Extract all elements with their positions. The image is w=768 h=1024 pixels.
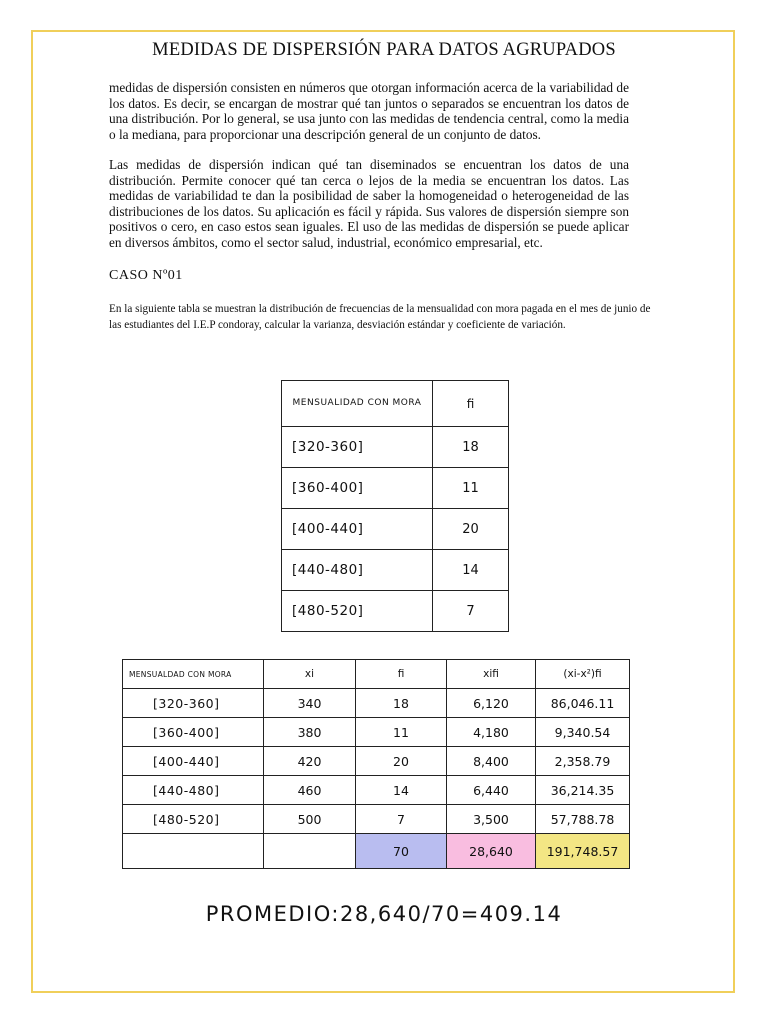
fi-cell: 18 (433, 427, 509, 468)
case-heading: CASO Nº01 (109, 268, 183, 283)
header-fi: fi (433, 381, 509, 427)
xi-cell: 500 (264, 805, 356, 834)
xi-cell: 380 (264, 718, 356, 747)
table-header-row (282, 381, 509, 427)
header-xi: xi (264, 660, 356, 689)
interval-cell: [440-480] (282, 550, 433, 591)
table-row (123, 718, 630, 747)
xi-cell: 340 (264, 689, 356, 718)
xi-cell: 420 (264, 747, 356, 776)
fi-cell: 7 (356, 805, 447, 834)
intro-paragraph: medidas de dispersión consisten en números que otorgan información acerca de la variabilidad de los datos. Es decir, se encargan de mostrar qué tan juntos o separados se encuentran los datos de una distribución. Por lo general, se usa junto con las medidas de tendencia central, como la media o la mediana, para proporcionar una descripción general de un conjunto de datos. (109, 80, 629, 142)
table-row (282, 468, 509, 509)
header-mensualdad: MENSUALDAD CON MORA (123, 660, 264, 689)
frequency-table (281, 380, 509, 632)
empty-cell (264, 834, 356, 869)
interval-cell: [400-440] (123, 747, 264, 776)
xi-cell: 460 (264, 776, 356, 805)
table-row (282, 509, 509, 550)
fi-cell: 11 (433, 468, 509, 509)
header-variance-term: (xi-x²)fi (536, 660, 630, 689)
table-row (123, 776, 630, 805)
xifi-total-cell: 28,640 (447, 834, 536, 869)
xifi-cell: 3,500 (447, 805, 536, 834)
interval-cell: [320-360] (282, 427, 433, 468)
variance-term-cell: 57,788.78 (536, 805, 630, 834)
variance-term-cell: 86,046.11 (536, 689, 630, 718)
fi-cell: 14 (433, 550, 509, 591)
fi-cell: 7 (433, 591, 509, 632)
variance-term-cell: 2,358.79 (536, 747, 630, 776)
header-fi: fi (356, 660, 447, 689)
header-mensualidad: MENSUALIDAD CON MORA (282, 381, 433, 427)
page-title: MEDIDAS DE DISPERSIÓN PARA DATOS AGRUPADOS (152, 40, 616, 60)
xifi-cell: 6,440 (447, 776, 536, 805)
xifi-cell: 8,400 (447, 747, 536, 776)
variance-term-cell: 9,340.54 (536, 718, 630, 747)
table-row (282, 591, 509, 632)
interval-cell: [320-360] (123, 689, 264, 718)
interval-cell: [400-440] (282, 509, 433, 550)
table-row (282, 427, 509, 468)
table-row (123, 805, 630, 834)
fi-cell: 20 (356, 747, 447, 776)
interval-cell: [480-520] (282, 591, 433, 632)
table-row (123, 689, 630, 718)
mean-result: PROMEDIO:28,640/70=409.14 (205, 902, 563, 926)
xifi-cell: 6,120 (447, 689, 536, 718)
variance-term-cell: 36,214.35 (536, 776, 630, 805)
fi-cell: 11 (356, 718, 447, 747)
interval-cell: [360-400] (282, 468, 433, 509)
table-row (123, 747, 630, 776)
case-description: En la siguiente tabla se muestran la distribución de frecuencias de la mensualidad con mora pagada en el mes de junio de las estudiantes del I.E.P condoray, calcular la varianza, desviación estándar y coeficiente de variación. (109, 303, 651, 331)
dispersion-paragraph: Las medidas de dispersión indican qué tan diseminados se encuentran los datos de una distribución. Permite conocer qué tan cerca o lejos de la media se encuentran los datos. Las medidas de variabilidad te dan la posibilidad de saber la homogeneidad o heterogeneidad de las distribuciones de los datos. Su aplicación es fácil y rápida. Sus valores de dispersión siempre son positivos o cero, en caso estos sean iguales. El uso de las medidas de dispersión se puede aplicar en diversos ámbitos, como el sector salud, industrial, económico empresarial, etc. (109, 157, 629, 250)
table-header-row (123, 660, 630, 689)
fi-cell: 18 (356, 689, 447, 718)
empty-cell (123, 834, 264, 869)
table-row (282, 550, 509, 591)
interval-cell: [480-520] (123, 805, 264, 834)
xifi-cell: 4,180 (447, 718, 536, 747)
fi-total-cell: 70 (356, 834, 447, 869)
variance-total-cell: 191,748.57 (536, 834, 630, 869)
interval-cell: [440-480] (123, 776, 264, 805)
calculation-table (122, 659, 630, 869)
fi-cell: 20 (433, 509, 509, 550)
interval-cell: [360-400] (123, 718, 264, 747)
header-xifi: xifi (447, 660, 536, 689)
totals-row (123, 834, 630, 869)
fi-cell: 14 (356, 776, 447, 805)
